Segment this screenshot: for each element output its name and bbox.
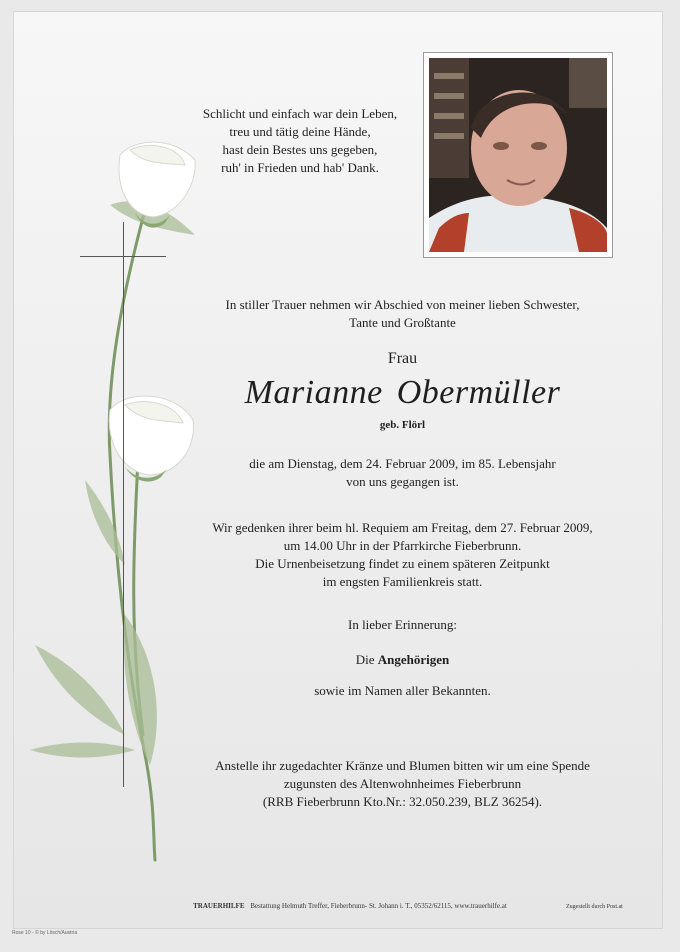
- photo-frame: [423, 52, 613, 258]
- donation-notice: [175, 757, 630, 811]
- death-line: die am Dienstag, dem 24. Februar 2009, im 85. Lebensjahr: [249, 456, 556, 471]
- donation-line: zugunsten des Altenwohnheimes Fieberbrunn: [283, 776, 522, 791]
- footer-brand: TRAUERHILFE: [193, 902, 245, 910]
- requiem-line: im engsten Familienkreis statt.: [322, 574, 483, 589]
- donation-line: Anstelle ihr zugedachter Kränze und Blumen bitten wir um eine Spende: [215, 758, 590, 773]
- intro-line: Tante und Großtante: [349, 315, 456, 330]
- cross-icon-bar: [80, 256, 166, 257]
- requiem-line: um 14.00 Uhr in der Pfarrkirche Fieberbrunn.: [283, 538, 522, 553]
- poem-line: treu und tätig deine Hände,: [229, 124, 371, 139]
- footer-text: Bestattung Helmuth Treffer, Fieberbrunn- St. Johann i. T., 05352/62115, www.trauerhilfe.at: [250, 902, 507, 910]
- acquaintances-line: sowie im Namen aller Bekannten.: [314, 683, 491, 698]
- intro-text: [175, 296, 630, 332]
- image-credit: Rose 10 - © by Lösch/Austria: [12, 930, 78, 936]
- relatives-bold: Angehörigen: [377, 652, 450, 667]
- donation-line: (RRB Fieberbrunn Kto.Nr.: 32.050.239, BLZ 36254).: [262, 794, 543, 809]
- deceased-name: [175, 373, 630, 413]
- requiem-notice: [175, 519, 630, 591]
- first-name: Marianne: [244, 374, 383, 411]
- death-notice: [175, 455, 630, 491]
- footer-right: Zugestellt durch Post.at: [566, 904, 623, 910]
- relatives-prefix: Die: [355, 652, 375, 667]
- poem-line: hast dein Bestes uns gegeben,: [222, 142, 378, 157]
- maiden-name: geb. Flörl: [379, 419, 426, 431]
- requiem-line: Wir gedenken ihrer beim hl. Requiem am Freitag, dem 27. Februar 2009,: [212, 520, 593, 535]
- footer: [150, 902, 550, 910]
- poem-line: ruh' in Frieden und hab' Dank.: [221, 160, 379, 175]
- white-roses-image: [25, 135, 210, 865]
- requiem-line: Die Urnenbeisetzung findet zu einem späteren Zeitpunkt: [255, 556, 550, 571]
- death-line: von uns gegangen ist.: [346, 474, 459, 489]
- memory-line: In lieber Erinnerung:: [347, 617, 457, 632]
- cross-icon: [123, 222, 124, 787]
- portrait-photo: [429, 58, 607, 252]
- title: Frau: [387, 350, 418, 367]
- poem-line: Schlicht und einfach war dein Leben,: [202, 106, 398, 121]
- intro-line: In stiller Trauer nehmen wir Abschied von meiner lieben Schwester,: [225, 297, 580, 312]
- last-name: Obermüller: [396, 374, 561, 411]
- relatives-line: [175, 651, 630, 669]
- poem: [180, 105, 420, 177]
